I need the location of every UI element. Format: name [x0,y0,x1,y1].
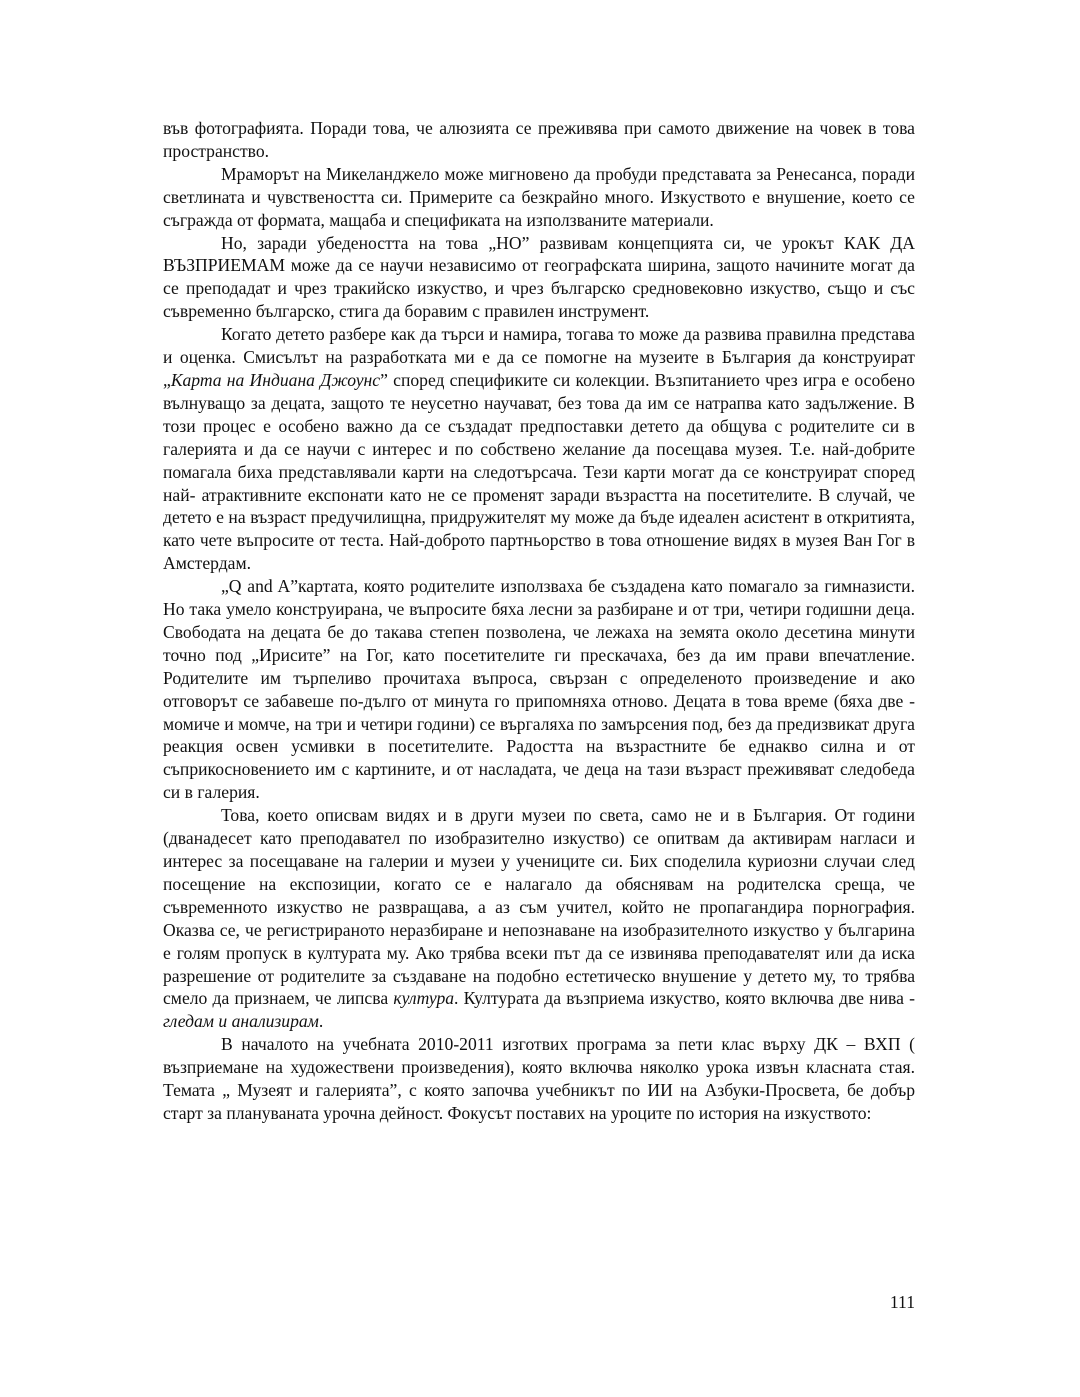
paragraph [163,1033,915,1125]
paragraph [163,163,915,232]
text-run: Когато детето разбере как да търси и намира, тогава то може да развива правилна представа и оценка. Смисълът на разработката ми е да се помогне на музеите в България да конструират „ [163,324,915,390]
text-run: . Културата да възприема изкуство, която включва две нива - [454,988,915,1009]
text-run: . [318,1011,324,1032]
text-run: във фотографията. Поради това, че алюзията се преживява при самото движение на човек в това пространство. [163,118,915,161]
text-run: Това, което описвам видях и в други музеи по света, само не и в България. От години (дванадесет като преподавател по изобразително изкуство) се опитвам да активирам нагласи и интерес за посещаване на галерии и музеи у учениците си. Бих споделила куриозни случаи след посещение на експозиции, когато се е налагало да обяснявам на родителска среща, че съвременното изкуство не развращава, а аз съм учител, който не пропагандира порнография. Оказва се, че регистрираното неразбиране и непознаване на изобразителното изкуство у българина е голям пропуск в културата му. Ако трябва всеки път да се извинява преподавателят или да иска разрешение от родителите за създаване на подобно естетическо внушение у детето му, то трябва смело да признаем, че липсва [163,805,915,1009]
paragraph [163,804,915,1033]
text-run-italic: Карта на Индиана Джоунс [170,369,381,390]
text-run: В началото на учебната 2010-2011 изготвих програма за пети клас върху ДК – ВХП ( възприемане на художествени произведения), която включва няколко урока извън класната стая. Темата „ Музеят и галерията”, с която започва учебникът по ИИ на Азбуки-Просвета, бе добър старт за плануваната урочна дейност. Фокусът поставих на уроците по история на изкуството: [163,1034,915,1123]
text-run-italic: култура [393,988,455,1009]
text-run: „Q and A”картата, която родителите използваха бе създадена като помагало за гимназисти. Но така умело конструирана, че въпросите бяха лесни за разбиране и от три, четири годишни деца. Свободата на децата бе до такава степен позволена, че лежаха на земята около десетина минути точно под „Ирисите” на Гог, като посетителите ги прескачаха, без да им прави впечатление. Родителите им търпеливо прочитаха въпроса, свързан с определеното произведение и ако отговорът се забавеше по-дълго от минута го припомняха отново. Децата в това време (бяха две - момиче и момче, на три и четири години) се въргаляха по замърсения под, без да предизвикат друга реакция освен усмивки в посетителите. Радостта на възрастните бе еднакво силна и от съприкосновението им с картините, и от насладата, че деца на тази възраст преживяват следобеда си в галерия. [163,576,915,803]
paragraph [163,117,915,163]
text-run: ” според спецификите си колекции. Възпитанието чрез игра е особено вълнуващо за децата, защото те неусетно научават, без това да им се натрапва като задължение. В този процес е особено важно да се създадат предпоставки детето да общува с родителите си в галерията и да се научи с интерес и по собствено желание да посещава музея. Т.е. най-добрите помагала биха представлявали карти на следотърсача. Тези карти могат да се конструират според най- атрактивните експонати като не се променят заради възрастта на посетителите. В случай, че детето е на възраст предучилищна, придружителят му може да бъде идеален асистент в откритията, като чете въпросите от теста. Най-доброто партньорство в това отношение видях в музея Ван Гог в Амстердам. [163,369,915,574]
text-run-italic: гледам и анализирам [163,1011,319,1032]
text-run: Но, заради убедеността на това „НО” развивам концепцията си, че урокът КАК ДА ВЪЗПРИЕМАМ може да се научи независимо от географската ширина, защото начините могат да се преподадат и чрез тракийско изкуство, и чрез българско средновековно изкуство, също и със съвременно българско, стига да боравим с правилен инструмент. [163,232,915,322]
paragraph [163,575,915,804]
paragraph [163,232,915,324]
paragraph [163,323,915,575]
body-text [163,117,915,1125]
text-run: Мраморът на Микеланджело може мигновено да пробуди представата за Ренесанса, поради светлината и чувствеността си. Примерите са безкрайно много. Изкуството е внушение, което се съгражда от формата, мащаба и спецификата на използваните материали. [163,163,915,230]
page-number: 111 [889,1292,915,1312]
